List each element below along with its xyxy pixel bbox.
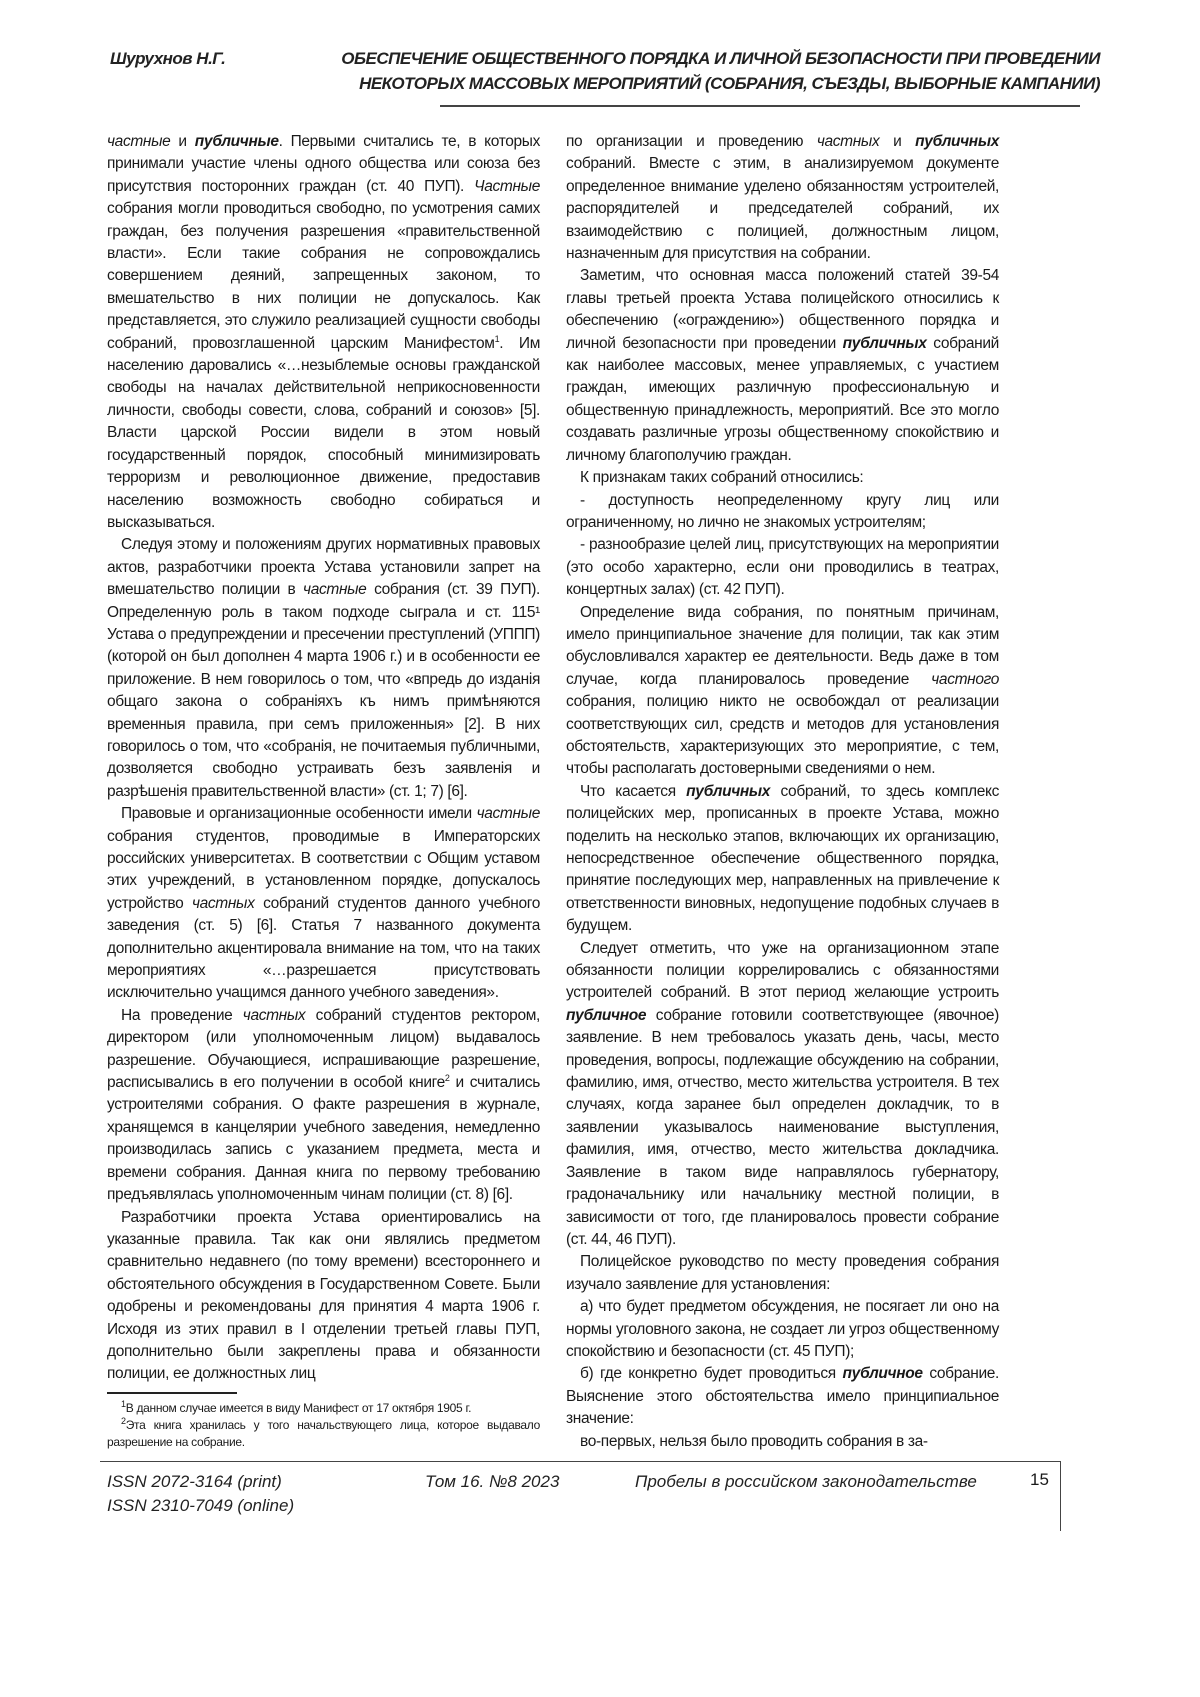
paragraph <box>566 938 999 1252</box>
footer-rule <box>100 1461 1060 1462</box>
text-run: Полицейское руководство по месту проведения собрания изучало заявление для установления: <box>566 1253 999 1292</box>
footnote-rule <box>107 1392 237 1394</box>
emphasis-text: частных <box>192 895 255 912</box>
paragraph <box>566 534 999 601</box>
text-run: Определение вида собрания, по понятным причинам, имело принципиальное значение для полиции, так как этим обусловливался характер ее деятельности. Ведь даже в том случае, когда планировалось проведение <box>566 604 999 688</box>
emphasis-text: публичных <box>843 335 927 352</box>
emphasis-text: публичные <box>195 133 279 150</box>
left-paragraphs <box>107 131 540 1386</box>
text-run: во-первых, нельзя было проводить собрания в за- <box>580 1433 928 1450</box>
right-column <box>566 131 999 1453</box>
paragraph <box>566 131 999 265</box>
footnote-ref: 1 <box>495 334 500 344</box>
header-title-line2: НЕКОТОРЫХ МАССОВЫХ МЕРОПРИЯТИЙ (СОБРАНИЯ, СЪЕЗДЫ, ВЫБОРНЫЕ КАМПАНИИ) <box>110 71 1100 96</box>
issn-print: ISSN 2072-3164 (print) <box>107 1470 294 1494</box>
paragraph <box>566 467 999 489</box>
emphasis-text: публичных <box>915 133 999 150</box>
paragraph <box>566 490 999 535</box>
text-run: собрание. Выяснение этого обстоятельства имело принципиальное значение: <box>566 1365 999 1427</box>
footer-vertical-rule <box>1060 1461 1061 1531</box>
footnote-text: В данном случае имеется в виду Манифест от 17 октября 1905 г. <box>126 1401 471 1415</box>
text-run: собрания, полицию никто не освобождал от реализации соответствующих сил, средств и методов для установления обстоятельств, характеризующих это мероприятие, с тем, чтобы располагать достоверными сведениями о нем. <box>566 693 999 777</box>
header-title-line1: ОБЕСПЕЧЕНИЕ ОБЩЕСТВЕННОГО ПОРЯДКА И ЛИЧНОЙ БЕЗОПАСНОСТИ ПРИ ПРОВЕДЕНИИ <box>110 46 1100 71</box>
text-run: . Первыми считались те, в которых принимали участие члены одного общества или союза без присутствия посторонних граждан (ст. 40 ПУП). <box>107 133 540 195</box>
issn-online: ISSN 2310-7049 (online) <box>107 1494 294 1518</box>
emphasis-text: частные <box>107 133 170 150</box>
text-run: собраний. Вместе с этим, в анализируемом документе определенное внимание уделено обязанностям устроителей, распорядителей и председателей собраний, их взаимодействию с полицией, должностным лицом, назначенным для присутствия на собрании. <box>566 155 999 262</box>
footnote-1 <box>107 1400 540 1417</box>
text-run: К признакам таких собраний относились: <box>580 469 863 486</box>
footer-issn <box>107 1470 294 1518</box>
text-run: и считались устроителями собрания. О факте разрешения в журнале, хранящемся в канцелярии учебного заведения, немедленно производилась запись с указанием предмета, места и времени собрания. Данная книга по первому требованию предъявлялась уполномоченным чинам полиции (ст. 8) [6]. <box>107 1074 540 1203</box>
paragraph <box>566 1296 999 1363</box>
emphasis-text: частных <box>243 1007 306 1024</box>
footnote-2 <box>107 1417 540 1451</box>
paragraph <box>566 781 999 938</box>
paragraph <box>566 602 999 781</box>
text-run: - доступность неопределенному кругу лиц или ограниченному, но лично не знакомых устроителям; <box>566 492 999 531</box>
text-run: На проведение <box>121 1007 243 1024</box>
text-run: собраний как наиболее массовых, менее управляемых, с участием граждан, имеющих различную профессиональную и общественную принадлежность, мероприятий. Все это могло создавать различные угрозы общественному спокойствию и личному благополучию граждан. <box>566 335 999 464</box>
header-rule <box>440 105 1080 107</box>
text-run: - разнообразие целей лиц, присутствующих на мероприятии (это особо характерно, если они проводились в театрах, концертных залах) (ст. 42 ПУП). <box>566 536 999 598</box>
paragraph <box>107 803 540 1005</box>
paragraph <box>566 1251 999 1296</box>
footnote-number: 2 <box>121 1416 126 1426</box>
left-column <box>107 131 540 1451</box>
emphasis-text: публичное <box>843 1365 923 1382</box>
emphasis-text: Частные <box>474 178 540 195</box>
text-run: б) где конкретно будет проводиться <box>580 1365 843 1382</box>
footnote-number: 1 <box>121 1399 126 1409</box>
footer-volume: Том 16. №8 2023 <box>425 1470 559 1494</box>
right-paragraphs <box>566 131 999 1453</box>
text-run: Разработчики проекта Устава ориентировались на указанные правила. Так как они являлись предметом сравнительно недавнего (по тому времени) всестороннего и обстоятельного обсуждения в Государственном Совете. Были одобрены и рекомендованы для принятия 4 марта 1906 г. Исходя из этих правил в I отделении третьей главы ПУП, дополнительно были закреплены права и обязанности полиции, ее должностных лиц <box>107 1209 540 1383</box>
page-number: 15 <box>1030 1470 1049 1490</box>
text-run: собрания (ст. 39 ПУП). Определенную роль в таком подходе сыграла и ст. 115¹ Устава о предупреждении и пресечении преступлений (УППП) (которой он был дополнен 4 марта 1906 г.) и в особенности ее приложение. В нем говорилось о том, что «впредь до изданія общаго закона о собраніяхъ къ нимъ примѣняются временныя правила, при семъ приложенныя» [2]. В них говорилось о том, что «собранія, не почитаемыя публичными, дозволяется свободно устраивать безъ заявленія и разрѣшенія правительственной власти» (ст. 1; 7) [6]. <box>107 581 540 800</box>
text-run: собрание готовили соответствующее (явочное) заявление. В нем требовалось указать день, часы, место проведения, вопросы, подлежащие обсуждению на собрании, фамилию, имя, отчество, место жительства устроителя. В тех случаях, когда заранее был определен докладчик, то в заявлении указывалось наименование выступления, фамилия, имя, отчество, место жительства докладчика. Заявление в таком виде направлялось губернатору, градоначальнику или начальнику местной полиции, в зависимости от того, где планировалось провести собрание (ст. 44, 46 ПУП). <box>566 1007 999 1248</box>
text-run: собрания студентов, проводимые в Императорских российских университетах. В соответствии с Общим уставом этих учреждений, в установленном порядке, допускалось устройство <box>107 828 540 912</box>
text-run: собраний, то здесь комплекс полицейских мер, прописанных в проекте Устава, можно поделить на несколько этапов, включающих их организацию, непосредственное обеспечение общественного порядка, принятие последующих мер, направленных на привлечение к ответственности виновных, недопущение подобных случаев в будущем. <box>566 783 999 934</box>
paragraph <box>107 1207 540 1386</box>
paragraph <box>566 265 999 467</box>
emphasis-text: частные <box>303 581 366 598</box>
header-author: Шурухнов Н.Г. <box>110 46 225 71</box>
paragraph <box>566 1431 999 1453</box>
emphasis-text: публичных <box>686 783 770 800</box>
text-run: собраний студентов данного учебного заведения (ст. 5) [6]. Статья 7 названного документа дополнительно акцентировала внимание на том, что на таких мероприятиях «…разрешается присутствовать исключительно учащимся данного учебного заведения». <box>107 895 540 1002</box>
text-run: собрания могли проводиться свободно, по усмотрения самих граждан, без получения разрешения «правительственной власти». Если такие собрания не сопровождались совершением деяний, запрещенных законом, то вмешательство в них полиции не допускалось. Как представляется, это служило реализацией сущности свободы собраний, провозглашенной царским Манифестом <box>107 200 540 351</box>
paragraph <box>107 534 540 803</box>
emphasis-text: частных <box>817 133 880 150</box>
paragraph <box>107 1005 540 1207</box>
text-run: Заметим, что основная масса положений статей 39-54 главы третьей проекта Устава полицейского относились к обеспечению («ограждению») общественного порядка и личной безопасности при проведении <box>566 267 999 351</box>
footnote-ref: 2 <box>445 1073 450 1083</box>
paragraph <box>107 131 540 534</box>
emphasis-text: частного <box>931 671 999 688</box>
text-run: Следует отметить, что уже на организационном этапе обязанности полиции коррелировались с обязанностями устроителей собраний. В этот период желающие устроить <box>566 940 999 1002</box>
paragraph <box>566 1363 999 1430</box>
text-run: . Им населению даровались «…незыблемые основы гражданской свободы на началах действительной неприкосновенности личности, свободы совести, слова, собраний и союзов» [5]. Власти царской России видели в этом новый государственный порядок, способный минимизировать терроризм и революционное движение, предоставив населению возможность свободно собираться и высказываться. <box>107 335 540 531</box>
text-run: и <box>879 133 915 150</box>
footnote-text: Эта книга хранилась у того начальствующего лица, которое выдавало разрешение на собрание. <box>107 1418 540 1449</box>
text-run: и <box>170 133 194 150</box>
text-run: по организации и проведению <box>566 133 817 150</box>
emphasis-text: частные <box>477 805 540 822</box>
text-run: а) что будет предметом обсуждения, не посягает ли оно на нормы уголовного закона, не создает ли угроз общественному спокойствию и безопасности (ст. 45 ПУП); <box>566 1298 999 1360</box>
emphasis-text: публичное <box>566 1007 646 1024</box>
running-header <box>110 46 1100 96</box>
footer-journal: Пробелы в российском законодательстве <box>635 1470 977 1494</box>
text-run: собраний студентов ректором, директором (или уполномоченным лицом) выдавалось разрешение. Обучающиеся, испрашивающие разрешение, расписывались в его получении в особой книге <box>107 1007 540 1091</box>
text-run: Следуя этому и положениям других нормативных правовых актов, разработчики проекта Устава установили запрет на вмешательство полиции в <box>107 536 540 598</box>
text-run: Правовые и организационные особенности имели <box>121 805 477 822</box>
text-run: Что касается <box>580 783 686 800</box>
